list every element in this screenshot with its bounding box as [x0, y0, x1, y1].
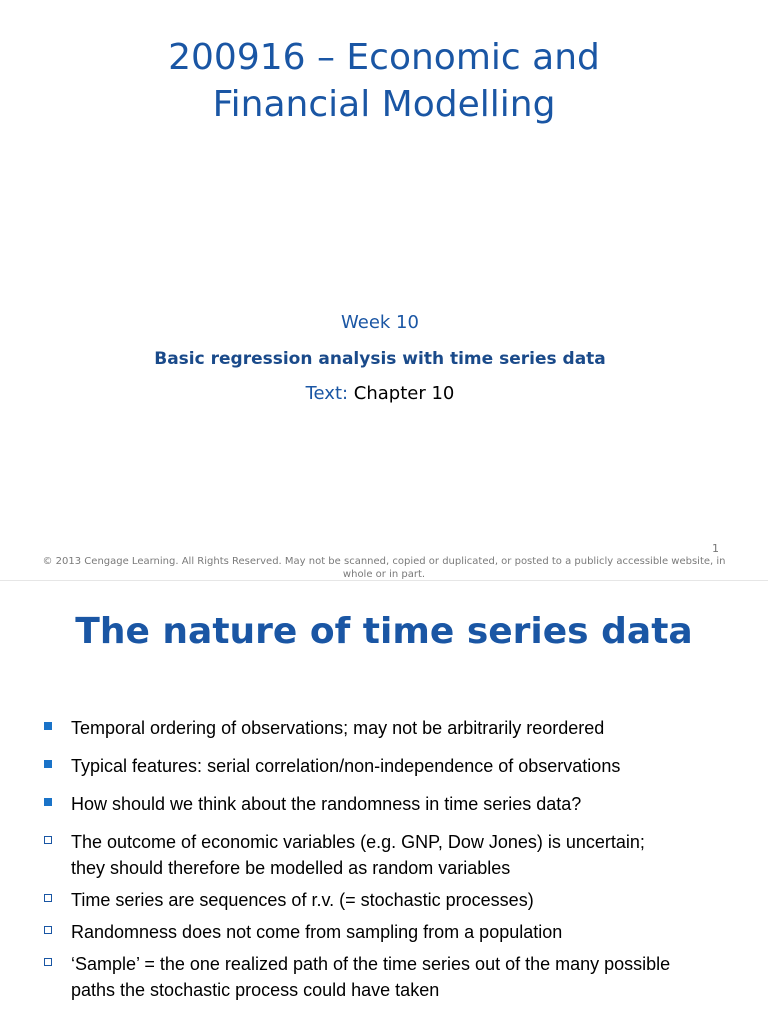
page-number: 1 [712, 542, 719, 555]
bullet-text-line: Typical features: serial correlation/non-independence of observations [71, 756, 621, 776]
week-label: Week 10 [341, 312, 419, 333]
copyright-footer-line-1: © 2013 Cengage Learning. All Rights Reserved. May not be scanned, copied or duplicated, or posted to a publicly accessible website, in [42, 556, 726, 567]
bullet-list [40, 715, 740, 1009]
hollow-square-bullet-icon [44, 958, 52, 966]
bullet-item [40, 829, 740, 881]
bullet-text-line: ‘Sample’ = the one realized path of the time series out of the many possible [71, 954, 671, 974]
bullet-item [40, 887, 740, 913]
text-reference [0, 383, 760, 404]
hollow-square-bullet-icon [44, 926, 52, 934]
copyright-footer [14, 555, 754, 580]
main-title-line-2: Financial Modelling [212, 84, 556, 125]
square-bullet-icon [44, 798, 52, 806]
bullet-item [40, 791, 740, 817]
bullet-item [40, 715, 740, 741]
lecture-subtitle: Basic regression analysis with time series data [154, 349, 606, 369]
bullet-text-line: paths the stochastic process could have taken [71, 980, 440, 1000]
slide-title: The nature of time series data [75, 611, 693, 652]
square-bullet-icon [44, 722, 52, 730]
copyright-footer-line-2: whole or in part. [342, 569, 426, 580]
bullet-item [40, 951, 740, 1003]
text-reference-value: Chapter 10 [353, 383, 455, 404]
bullet-text-line: they should therefore be modelled as random variables [71, 858, 511, 878]
bullet-text-line: Randomness does not come from sampling from a population [71, 922, 563, 942]
bullet-text-line: The outcome of economic variables (e.g. GNP, Dow Jones) is uncertain; [71, 832, 645, 852]
bullet-text-line: Temporal ordering of observations; may not be arbitrarily reordered [71, 718, 605, 738]
hollow-square-bullet-icon [44, 894, 52, 902]
bullet-item [40, 919, 740, 945]
bullet-item [40, 753, 740, 779]
content-slide [0, 580, 768, 1024]
main-title-line-1: 200916 – Economic and [168, 37, 600, 78]
text-reference-label: Text: [305, 383, 349, 404]
bullet-text-line: Time series are sequences of r.v. (= stochastic processes) [71, 890, 534, 910]
bullet-text-line: How should we think about the randomness in time series data? [71, 794, 582, 814]
square-bullet-icon [44, 760, 52, 768]
main-title [0, 34, 768, 128]
hollow-square-bullet-icon [44, 836, 52, 844]
